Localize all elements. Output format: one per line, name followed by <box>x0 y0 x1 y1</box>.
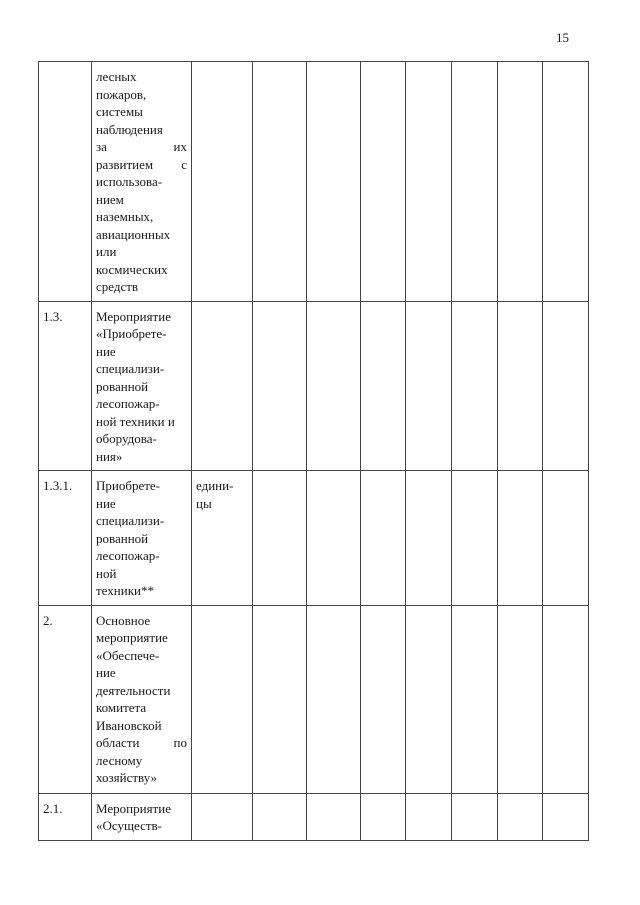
table-row <box>39 471 589 606</box>
value-cell <box>406 605 452 793</box>
value-cell <box>307 471 361 606</box>
value-cell <box>498 793 543 840</box>
value-cell <box>452 471 498 606</box>
activity-name-line: лесопожар- <box>96 548 160 563</box>
unit-cell <box>192 301 253 471</box>
value-cell <box>307 301 361 471</box>
value-cell <box>361 605 406 793</box>
unit-line: едини- <box>196 478 234 493</box>
activity-name-line: ной <box>96 565 117 581</box>
activity-name-line: Ивановской <box>96 717 162 733</box>
activity-name-line: или <box>96 244 117 259</box>
activity-name-line: «Обеспече- <box>96 647 160 663</box>
unit-cell <box>192 62 253 302</box>
row-number-cell: 2. <box>39 605 92 793</box>
activity-name-cell <box>92 793 192 840</box>
row-number-cell <box>39 62 92 302</box>
activity-name-line: Приобрете- <box>96 478 161 493</box>
row-number-cell: 1.3. <box>39 301 92 471</box>
activity-name-line: специализи- <box>96 361 165 376</box>
activity-name-cell <box>92 471 192 606</box>
activity-name-line: ние <box>96 495 116 511</box>
value-cell <box>307 62 361 302</box>
activity-name-line: наблюдения <box>96 121 163 137</box>
value-cell <box>361 301 406 471</box>
activity-name-line: «Приобрете- <box>96 326 167 341</box>
activity-name-line: лесных <box>96 69 137 84</box>
value-cell <box>543 62 589 302</box>
value-cell <box>253 471 307 606</box>
value-cell <box>543 793 589 840</box>
activity-name-line: Мероприятие <box>96 308 171 324</box>
activity-name-line: техники** <box>96 583 154 598</box>
activity-name-cell <box>92 62 192 302</box>
table-row <box>39 605 589 793</box>
value-cell <box>253 62 307 302</box>
value-cell <box>406 793 452 840</box>
activity-name-line: использова- <box>96 174 163 189</box>
activity-name-line: хозяйству» <box>96 770 158 785</box>
value-cell <box>543 471 589 606</box>
activity-name-line: авиационных <box>96 226 171 242</box>
activity-name-line: «Осуществ- <box>96 818 163 833</box>
activity-name-line: области по <box>96 735 187 750</box>
value-cell <box>253 793 307 840</box>
unit-cell <box>192 793 253 840</box>
unit-cell <box>192 605 253 793</box>
value-cell <box>307 605 361 793</box>
value-cell <box>406 62 452 302</box>
value-cell <box>406 471 452 606</box>
activity-name-line: за их <box>96 139 187 154</box>
value-cell <box>543 605 589 793</box>
value-cell <box>452 793 498 840</box>
value-cell <box>307 793 361 840</box>
activity-name-line: лесопожар- <box>96 396 160 411</box>
activity-name-line: ние <box>96 343 116 359</box>
value-cell <box>452 301 498 471</box>
activity-name-line: комитета <box>96 700 147 715</box>
activity-name-line: специализи- <box>96 513 165 528</box>
value-cell <box>498 62 543 302</box>
value-cell <box>361 793 406 840</box>
activity-name-line: ной техники и <box>96 413 175 429</box>
value-cell <box>498 605 543 793</box>
program-table <box>38 61 589 841</box>
activity-name-line: Основное <box>96 612 151 628</box>
table-body <box>39 62 589 841</box>
value-cell <box>452 62 498 302</box>
activity-name-line: космических <box>96 261 168 277</box>
activity-name-line: мероприятие <box>96 630 168 645</box>
unit-cell <box>192 471 253 606</box>
activity-name-line: пожаров, <box>96 86 147 102</box>
activity-name-cell <box>92 301 192 471</box>
value-cell <box>452 605 498 793</box>
table-row <box>39 793 589 840</box>
value-cell <box>498 471 543 606</box>
value-cell <box>253 605 307 793</box>
table-row <box>39 62 589 302</box>
activity-name-line: оборудова- <box>96 431 157 446</box>
activity-name-line: развитием с <box>96 156 187 172</box>
value-cell <box>406 301 452 471</box>
activity-name-cell <box>92 605 192 793</box>
activity-name-line: деятельности <box>96 682 171 698</box>
value-cell <box>253 301 307 471</box>
row-number-cell: 2.1. <box>39 793 92 840</box>
activity-name-line: ние <box>96 665 116 680</box>
activity-name-line: рованной <box>96 530 149 546</box>
row-number-cell: 1.3.1. <box>39 471 92 606</box>
table-row <box>39 301 589 471</box>
value-cell <box>361 471 406 606</box>
activity-name-line: средств <box>96 279 139 294</box>
unit-line: цы <box>196 495 212 511</box>
activity-name-line: системы <box>96 104 143 119</box>
activity-name-line: рованной <box>96 378 149 394</box>
activity-name-line: лесному <box>96 752 143 768</box>
activity-name-line: наземных, <box>96 209 154 224</box>
value-cell <box>543 301 589 471</box>
value-cell <box>498 301 543 471</box>
activity-name-line: ния» <box>96 448 123 464</box>
activity-name-line: Мероприятие <box>96 800 171 816</box>
activity-name-line: нием <box>96 191 124 207</box>
page-number: 15 <box>556 30 569 45</box>
value-cell <box>361 62 406 302</box>
